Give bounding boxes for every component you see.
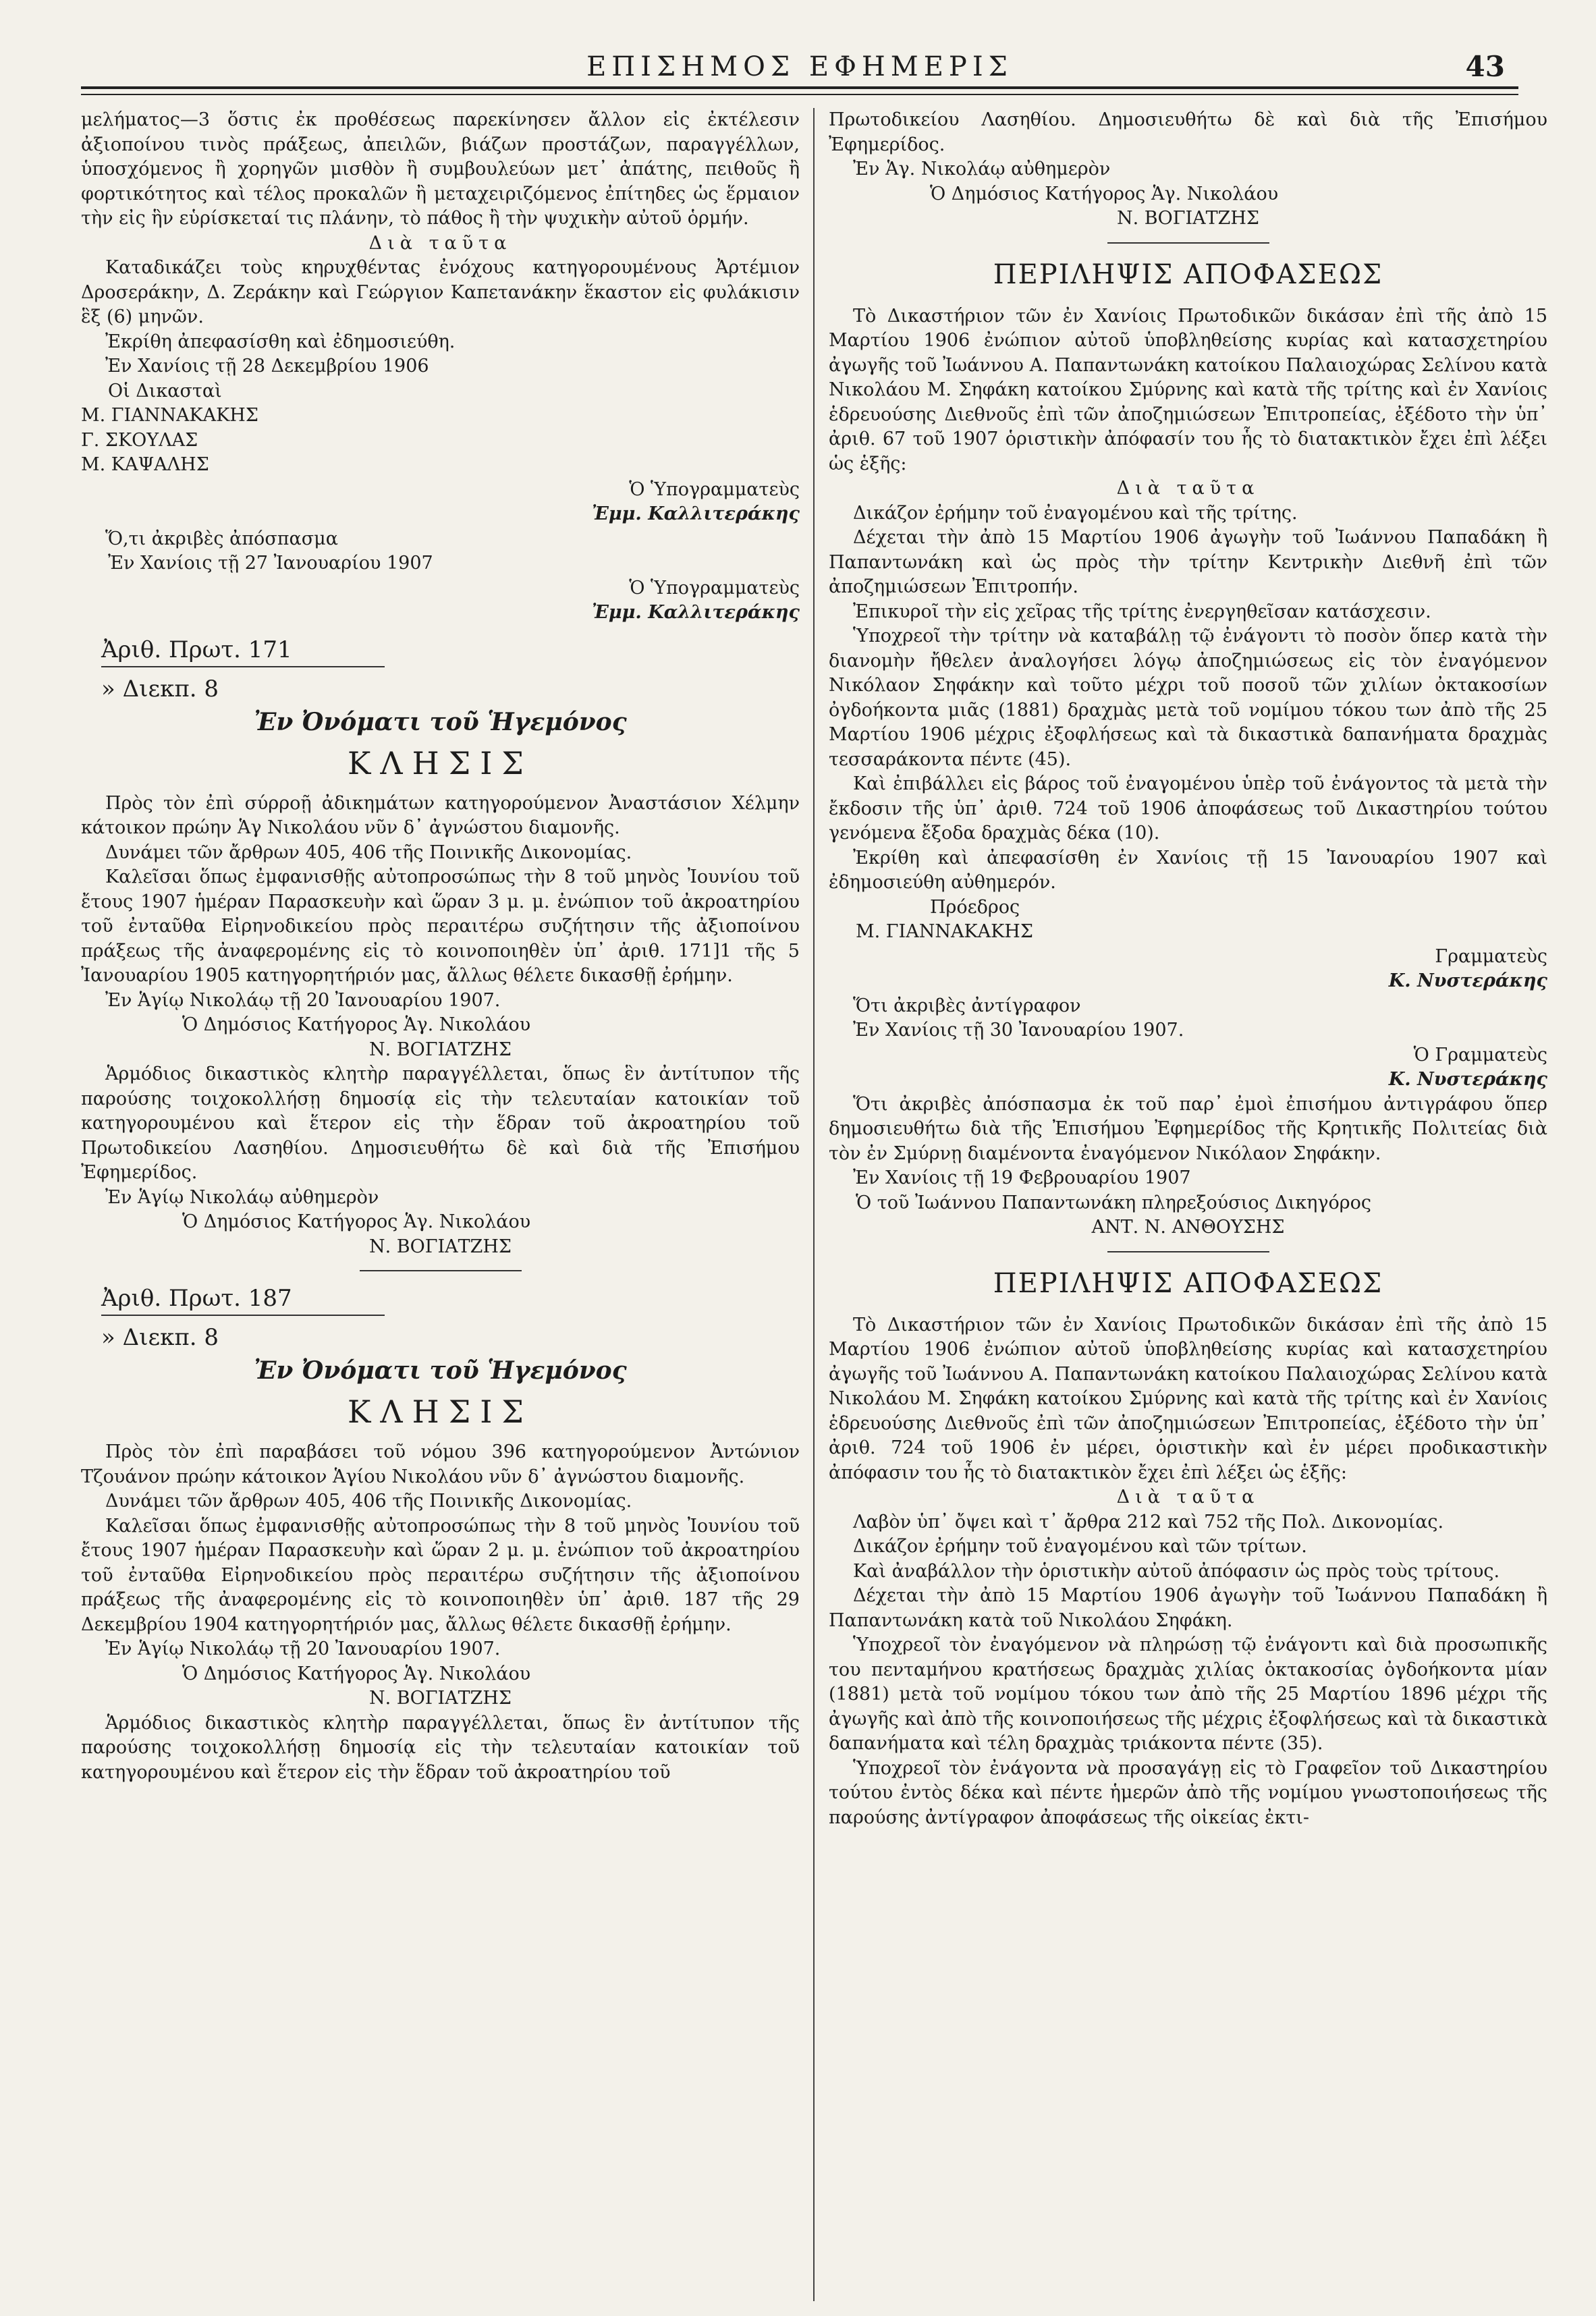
summons-paragraph: Δυνάμει τῶν ἄρθρων 405, 406 τῆς Ποινικῆς Δικονομίας. bbox=[105, 1491, 632, 1512]
right-column bbox=[829, 108, 1547, 2301]
judge-name: Μ. ΓΙΑΝΝΑΚΑΚΗΣ bbox=[81, 405, 258, 426]
clerk-name: Ἐμμ. Καλλιτεράκης bbox=[592, 503, 800, 524]
judge-name: Γ. ΣΚΟΥΛΑΣ bbox=[81, 429, 198, 451]
divider bbox=[1107, 242, 1269, 244]
left-column bbox=[81, 108, 800, 2301]
judge-name: Μ. ΚΑΨΑΛΗΣ bbox=[81, 454, 209, 475]
decision-paragraph: Καὶ ἀναβάλλον τὴν ὁριστικὴν αὐτοῦ ἀπόφασιν ὡς πρὸς τοὺς τρίτους. bbox=[853, 1560, 1500, 1582]
summons-paragraph: Ἁρμόδιος δικαστικὸς κλητὴρ παραγγέλλεται, ὅπως ἓν ἀντίτυπον τῆς παρούσης τοιχοκολλήσῃ δημοσίᾳ εἰς τὴν τελευταίαν κατοικίαν τοῦ κατηγορουμένου καὶ ἕτερον εἰς τὴν ἕδραν τοῦ ἀκροατηρίου τοῦ bbox=[81, 1712, 800, 1783]
decision-paragraph: Δέχεται τὴν ἀπὸ 15 Μαρτίου 1906 ἀγωγὴν τοῦ Ἰωάννου Παπαδάκη ἢ Παπαντωνάκη κατὰ τοῦ Νικολάου Σηφάκη. bbox=[829, 1585, 1547, 1631]
summons-paragraph: Πρὸς τὸν ἐπὶ παραβάσει τοῦ νόμου 396 κατηγορούμενον Ἀντώνιον Τζουάνον πρώην κάτοικον Ἁγίου Νικολάου νῦν δ᾽ ἀγνώστου διαμονῆς. bbox=[81, 1441, 800, 1487]
clerk-name: Κ. Νυστεράκης bbox=[1388, 970, 1547, 991]
clerk-name: Ἐμμ. Καλλιτεράκης bbox=[592, 602, 800, 623]
summons-paragraph: Δυνάμει τῶν ἄρθρων 405, 406 τῆς Ποινικῆς Δικονομίας. bbox=[105, 842, 632, 863]
decision-paragraph: Καὶ ἐπιβάλλει εἰς βάρος τοῦ ἐναγομένου ὑπὲρ τοῦ ἐνάγοντος τὰ μετὰ τὴν ἔκδοσιν τῆς ὑπ᾽ ἀριθ. 724 τοῦ 1906 ἀποφάσεως τοῦ Δικαστηρίου τούτου γενόμενα ἔξοδα δραχμὰς δέκα (10). bbox=[829, 773, 1547, 844]
summons-title: ΚΛΗΣΙΣ bbox=[348, 744, 533, 781]
copy-label: Ὅτι ἀκριβὲς ἀντίγραφον bbox=[853, 995, 1081, 1016]
decision-paragraph: Δικάζον ἐρήμην τοῦ ἐναγομένου καὶ τῶν τρίτων. bbox=[853, 1536, 1307, 1557]
clerk-label: Γραμματεὺς bbox=[1435, 945, 1547, 967]
prosecutor-label: Ὁ Δημόσιος Κατήγορος Ἁγ. Νικολάου bbox=[182, 1211, 531, 1232]
dispatch-number: » Διεκπ. 8 bbox=[101, 1324, 219, 1351]
dia-tauta-heading: Διὰ ταῦτα bbox=[1116, 1487, 1260, 1508]
divider bbox=[1107, 1251, 1269, 1252]
copy-date: Ἐν Χανίοις τῇ 19 Φεβρουαρίου 1907 bbox=[853, 1167, 1191, 1188]
decision-paragraph: Λαβὸν ὑπ᾽ ὄψει καὶ τ᾽ ἄρθρα 212 καὶ 752 τῆς Πολ. Δικονομίας. bbox=[853, 1511, 1444, 1533]
column-divider bbox=[813, 108, 815, 2301]
prosecutor-label: Ὁ Δημόσιος Κατήγορος Ἁγ. Νικολάου bbox=[930, 183, 1279, 204]
copy-date: Ἐν Χανίοις τῇ 27 Ἰανουαρίου 1907 bbox=[108, 553, 433, 574]
decision-paragraph: Ὑποχρεοῖ τὴν τρίτην νὰ καταβάλῃ τῷ ἐνάγοντι τὸ ποσὸν ὅπερ κατὰ τὴν διανομὴν ἤθελεν ἀναλογήσει λόγῳ ἀποζημιώσεως εἰς τὸν ἐναγόμενον Νικόλαον Σηφάκην καὶ τοῦτο μέχρι τοῦ ποσοῦ τῶν χιλίων ὀκτακοσίων ὀγδοήκοντα μιᾶς (1881) δραχμὰς μετὰ τοῦ νομίμου τόκου των ἀπὸ τῆς 25 Μαρτίου 1906 μέχρις ἐξοφλήσεως καὶ τὰ δικαστικὰ δαπανήματα δραχμὰς τεσσαράκοντα πέντε (45). bbox=[829, 626, 1547, 770]
prosecutor-label: Ὁ Δημόσιος Κατήγορος Ἁγ. Νικολάου bbox=[182, 1014, 531, 1035]
prosecutor-name: Ν. ΒΟΓΙΑΤΖΗΣ bbox=[368, 1688, 512, 1709]
lawyer-label: Ὁ τοῦ Ἰωάννου Παπαντωνάκη πληρεξούσιος Δικηγόρος bbox=[856, 1192, 1371, 1213]
prosecutor-name: Ν. ΒΟΓΙΑΤΖΗΣ bbox=[368, 1039, 512, 1060]
summons-date: Ἐν Ἁγ. Νικολάῳ αὐθημερὸν bbox=[853, 159, 1111, 180]
judges-label: Οἱ Δικασταὶ bbox=[108, 380, 222, 402]
summons-title: ΚΛΗΣΙΣ bbox=[348, 1394, 533, 1430]
divider bbox=[101, 1315, 385, 1316]
decision-paragraph: Τὸ Δικαστήριον τῶν ἐν Χανίοις Πρωτοδικῶν δικάσαν ἐπὶ τῆς ἀπὸ 15 Μαρτίου 1906 ἐνώπιον αὐτοῦ ὑποβληθείσης κυρίας καὶ κατασχετηρίου ἀγωγῆς τοῦ Ἰωάννου Α. Παπαντωνάκη κατοίκου Παλαιοχώρας Σελίνου κατὰ Νικολάου Μ. Σηφάκη κατοίκου Σμύρνης καὶ κατὰ τῆς τρίτης καὶ ἐν Χανίοις ἑδρευούσης Διεθνοῦς ἐπὶ τῶν ἀποζημιώσεων Ἐπιτροπείας, ἐξέδοτο τὴν ὑπ᾽ ἀριθ. 724 τοῦ 1906 ἐν μέρει, ὁριστικὴν καὶ ἐν μέρει προδικαστικὴν ἀπόφασιν του ἧς τὸ διατακτικὸν ἔχει ἐπὶ λέξει ὡς ἑξῆς: bbox=[829, 1314, 1547, 1483]
decision-paragraph: Ὅτι ἀκριβὲς ἀπόσπασμα ἐκ τοῦ παρ᾽ ἐμοὶ ἐπισήμου ἀντιγράφου ὅπερ δημοσιευθήτω διὰ τῆς Ἐπισήμου Ἐφημερίδος τῆς Κρητικῆς Πολιτείας διὰ τὸν ἐν Σμύρνῃ διαμένοντα ἐναγόμενον Νικόλαον Σηφάκην. bbox=[829, 1093, 1547, 1164]
decision-paragraph: Δέχεται τὴν ἀπὸ 15 Μαρτίου 1906 ἀγωγὴν τοῦ Ἰωάννου Παπαδάκη ἢ Παπαντωνάκη καὶ ὡς πρὸς τὴν τρίτην Κεντρικὴν Διεθνῆ ἐπὶ τῶν ἀποζημιώσεων Ἐπιτροπήν. bbox=[829, 527, 1547, 597]
protocol-number: Ἀριθ. Πρωτ. 187 bbox=[101, 1285, 292, 1312]
dia-tauta-heading: Διὰ ταῦτα bbox=[368, 232, 512, 254]
summons-date: Ἐν Ἁγίῳ Νικολάῳ τῇ 20 Ἰανουαρίου 1907. bbox=[105, 989, 501, 1011]
summons-date: Ἐν Ἁγίῳ Νικολάῳ τῇ 20 Ἰανουαρίου 1907. bbox=[105, 1638, 501, 1659]
page-header bbox=[81, 47, 1518, 96]
decision-paragraph: Ἐκρίθη καὶ ἀπεφασίσθη ἐν Χανίοις τῇ 15 Ἰανουαρίου 1907 καὶ ἐδημοσιεύθη αὐθημερόν. bbox=[829, 847, 1547, 893]
prosecutor-label: Ὁ Δημόσιος Κατήγορος Ἁγ. Νικολάου bbox=[182, 1663, 531, 1684]
summons-heading: Ἐν Ὀνόματι τοῦ Ἡγεμόνος bbox=[254, 1356, 627, 1385]
president-label: Πρόεδρος bbox=[930, 896, 1020, 918]
prosecutor-name: Ν. ΒΟΓΙΑΤΖΗΣ bbox=[1116, 208, 1260, 229]
dia-tauta-heading: Διὰ ταῦτα bbox=[1116, 478, 1260, 499]
protocol-number: Ἀριθ. Πρωτ. 171 bbox=[101, 636, 292, 663]
header-rule bbox=[81, 86, 1518, 95]
lawyer-name: ΑΝΤ. Ν. ΑΝΘΟΥΣΗΣ bbox=[1091, 1217, 1285, 1238]
summons-paragraph: Καλεῖσαι ὅπως ἐμφανισθῇς αὐτοπροσώπως τὴν 8 τοῦ μηνὸς Ἰουνίου τοῦ ἔτους 1907 ἡμέραν Παρασκευὴν καὶ ὥραν 3 μ. μ. ἐνώπιον τοῦ ἀκροατηρίου τοῦ ἐνταῦθα Εἰρηνοδικείου πρὸς περαιτέρω συζήτησιν τῆς ἀξιοποίνου πράξεως τῆς ἀναφερομένης εἰς τὸ κοινοποιηθὲν ὑπ᾽ ἀριθ. 171]1 τῆς 5 Ἰανουαρίου 1905 κατηγορητήριόν μας, ἄλλως θέλετε δικασθῇ ἐρήμην. bbox=[81, 866, 800, 986]
dispatch-number: » Διεκπ. 8 bbox=[101, 675, 219, 702]
decision-title: ΠΕΡΙΛΗΨΙΣ ΑΠΟΦΑΣΕΩΣ bbox=[993, 1267, 1383, 1299]
clerk-name: Κ. Νυστεράκης bbox=[1388, 1069, 1547, 1090]
divider bbox=[101, 666, 385, 667]
summons-paragraph: Ἁρμόδιος δικαστικὸς κλητὴρ παραγγέλλεται, ὅπως ἓν ἀντίτυπον τῆς παρούσης τοιχοκολλήσῃ δημοσίᾳ εἰς τὴν τελευταίαν κατοικίαν τοῦ κατηγορουμένου καὶ ἕτερον εἰς τὴν ἕδραν τοῦ ἀκροατηρίου τοῦ Πρωτοδικείου Λασηθίου. Δημοσιευθήτω δὲ καὶ διὰ τῆς Ἐπισήμου Ἐφημερίδος. bbox=[81, 1064, 800, 1183]
condemn-paragraph: Καταδικάζει τοὺς κηρυχθέντας ἐνόχους κατηγορουμένους Ἀρτέμιον Δροσεράκην, Δ. Ζεράκην καὶ Γεώργιον Καπετανάκην ἕκαστον εἰς φυλάκισιν ἓξ (6) μηνῶν. bbox=[81, 257, 800, 327]
intro-paragraph: μελήματος—3 ὅστις ἐκ προθέσεως παρεκίνησεν ἄλλον εἰς ἐκτέλεσιν ἀξιοποίνου τινὸς πράξεως, ἀπειλῶν, βιάζων προστάζων, παραγγέλλων, ὑποσχόμενος ἢ χορηγῶν μισθὸν ἢ συμβουλεύων μετ᾽ ἀπάτης, πειθοῦς ἢ φορτικότητος καὶ τέλος προκαλῶν ἢ μεταχειριζόμενος ἐπίτηδες ὡς ἕρμαιον τὴν εἰς ἣν εὑρίσκεταί τις πλάνην, τὸ πάθος ἢ τὴν ψυχικὴν αὐτοῦ ὁρμήν. bbox=[81, 109, 800, 229]
summons-heading: Ἐν Ὀνόματι τοῦ Ἡγεμόνος bbox=[254, 707, 627, 736]
clerk-label: Ὁ Γραμματεὺς bbox=[1413, 1044, 1547, 1066]
judgment-date: Ἐν Χανίοις τῇ 28 Δεκεμβρίου 1906 bbox=[105, 356, 429, 377]
decision-title: ΠΕΡΙΛΗΨΙΣ ΑΠΟΦΑΣΕΩΣ bbox=[993, 258, 1383, 290]
continued-paragraph: Πρωτοδικείου Λασηθίου. Δημοσιευθήτω δὲ καὶ διὰ τῆς Ἐπισήμου Ἐφημερίδος. bbox=[829, 109, 1547, 155]
decision-paragraph: Δικάζον ἐρήμην τοῦ ἐναγομένου καὶ τῆς τρίτης. bbox=[853, 502, 1298, 524]
clerk-label: Ὁ Ὑπογραμματεὺς bbox=[629, 478, 800, 500]
decision-paragraph: Ἐπικυροῖ τὴν εἰς χεῖρας τῆς τρίτης ἐνεργηθεῖσαν κατάσχεσιν. bbox=[853, 601, 1431, 622]
page-number: 43 bbox=[1465, 50, 1505, 83]
summons-paragraph: Καλεῖσαι ὅπως ἐμφανισθῇς αὐτοπροσώπως τὴν 8 τοῦ μηνὸς Ἰουνίου τοῦ ἔτους 1907 ἡμέραν Παρασκευὴν καὶ ὥραν 2 μ. μ. ἐνώπιον τοῦ ἀκροατηρίου τοῦ ἐνταῦθα Εἰρηνοδικείου πρὸς περαιτέρω συζήτησιν τῆς ἀξιοποίνου πράξεως τῆς ἀναφερομένης εἰς τὸ κοινοποιηθὲν ὑπ᾽ ἀριθ. 187 τῆς 29 Δεκεμβρίου 1904 κατηγορητήριόν μας, ἄλλως θέλετε δικασθῇ ἐρήμην. bbox=[81, 1515, 800, 1635]
president-name: Μ. ΓΙΑΝΝΑΚΑΚΗΣ bbox=[856, 921, 1033, 942]
divider bbox=[360, 1270, 522, 1271]
copy-label: Ὅ,τι ἀκριβὲς ἀπόσπασμα bbox=[105, 528, 338, 549]
judged-line: Ἐκρίθη ἀπεφασίσθη καὶ ἐδημοσιεύθη. bbox=[105, 331, 456, 352]
decision-paragraph: Τὸ Δικαστήριον τῶν ἐν Χανίοις Πρωτοδικῶν δικάσαν ἐπὶ τῆς ἀπὸ 15 Μαρτίου 1906 ἐνώπιον αὐτοῦ ὑποβληθείσης κυρίας καὶ κατασχετηρίου ἀγωγῆς τοῦ Ἰωάννου Α. Παπαντωνάκη κατοίκου Παλαιοχώρας Σελίνου κατὰ Νικολάου Μ. Σηφάκη κατοίκου Σμύρνης καὶ κατὰ τῆς τρίτης καὶ ἐν Χανίοις ἑδρευούσης Διεθνοῦς ἐπὶ τῶν ἀποζημιώσεων Ἐπιτροπείας, ἐξέδοτο τὴν ὑπ᾽ ἀριθ. 67 τοῦ 1907 ὁριστικὴν ἀπόφασίν του ἧς τὸ διατακτικὸν ἔχει ἐπὶ λέξει ὡς ἑξῆς: bbox=[829, 305, 1547, 474]
decision-paragraph: Ὑποχρεοῖ τὸν ἐνάγοντα νὰ προσαγάγῃ εἰς τὸ Γραφεῖον τοῦ Δικαστηρίου τούτου ἐντὸς δέκα καὶ πέντε ἡμερῶν ἀπὸ τῆς νομίμου γνωστοποιήσεως τῆς παρούσης ἀντίγραφον ἀποφάσεως τῆς οἰκείας ἐκτι- bbox=[829, 1757, 1547, 1828]
decision-paragraph: Ὑποχρεοῖ τὸν ἐναγόμενον νὰ πληρώσῃ τῷ ἐνάγοντι καὶ διὰ προσωπικῆς του πενταμήνου κρατήσεως δραχμὰς χιλίας ὀκτακοσίας ὀγδοήκοντα μίαν (1881) μετὰ τοῦ νομίμου τόκου των ἀπὸ τῆς 25 Μαρτίου 1896 μέχρι τῆς ἀγωγῆς καὶ ἀπὸ τῆς κοινοποιήσεως τῆς μέχρις ἐξοφλήσεως καὶ τὰ δικαστικὰ δαπανήματα καὶ τέλη δραχμὰς τριάκοντα πέντε (35). bbox=[829, 1634, 1547, 1754]
copy-date: Ἐν Χανίοις τῇ 30 Ἰανουαρίου 1907. bbox=[853, 1020, 1184, 1041]
masthead-title: ΕΠΙΣΗΜΟΣ ΕΦΗΜΕΡΙΣ bbox=[586, 51, 1013, 82]
summons-date: Ἐν Ἁγίῳ Νικολάῳ αὐθημερὸν bbox=[105, 1186, 379, 1208]
summons-paragraph: Πρὸς τὸν ἐπὶ σύρροῇ ἀδικημάτων κατηγορούμενον Ἀναστάσιον Χέλμην κάτοικον πρώην Ἁγ Νικολάου νῦν δ᾽ ἀγνώστου διαμονῆς. bbox=[81, 792, 800, 838]
prosecutor-name: Ν. ΒΟΓΙΑΤΖΗΣ bbox=[368, 1236, 512, 1257]
clerk-label: Ὁ Ὑπογραμματεὺς bbox=[629, 577, 800, 599]
